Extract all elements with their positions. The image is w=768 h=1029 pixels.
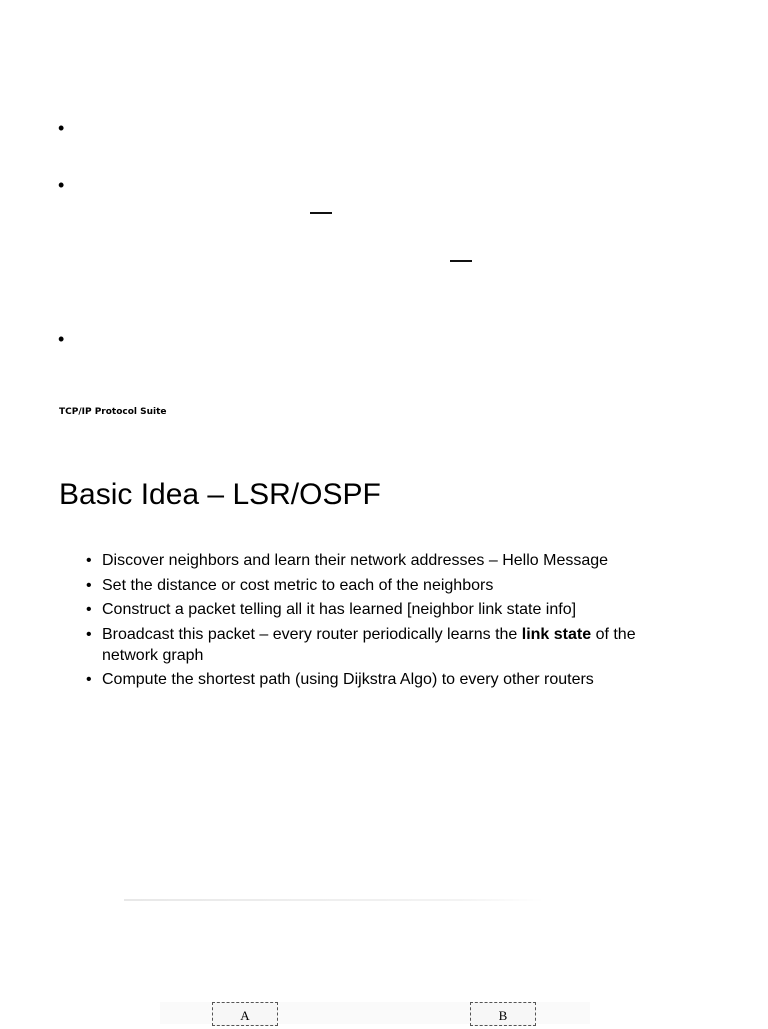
router-node-b — [470, 1002, 536, 1026]
bullet-dot: • — [58, 118, 65, 138]
slide-footer: TCP/IP Protocol Suite — [59, 407, 167, 417]
bullet-item: • Broadcast this packet – every router periodically learns the link state of the network graph — [86, 624, 696, 666]
slide-title: Basic Idea – LSR/OSPF — [59, 478, 381, 511]
router-node-a — [212, 1002, 278, 1026]
router-node-label: A — [240, 1008, 250, 1023]
bullet-item: • Discover neighbors and learn their network addresses – Hello Message — [86, 550, 696, 571]
bullet-item: • Compute the shortest path (using Dijkstra Algo) to every other routers — [86, 669, 696, 690]
dash-mark — [450, 260, 472, 262]
divider — [124, 899, 544, 901]
bullet-item: • Set the distance or cost metric to each of the neighbors — [86, 575, 696, 596]
dash-mark — [310, 212, 332, 214]
router-node-label: B — [498, 1008, 508, 1023]
bullet-dot: • — [58, 329, 65, 349]
bullet-item: • Construct a packet telling all it has learned [neighbor link state info] — [86, 599, 696, 620]
bullet-list — [86, 550, 696, 694]
bullet-dot: • — [58, 175, 65, 195]
